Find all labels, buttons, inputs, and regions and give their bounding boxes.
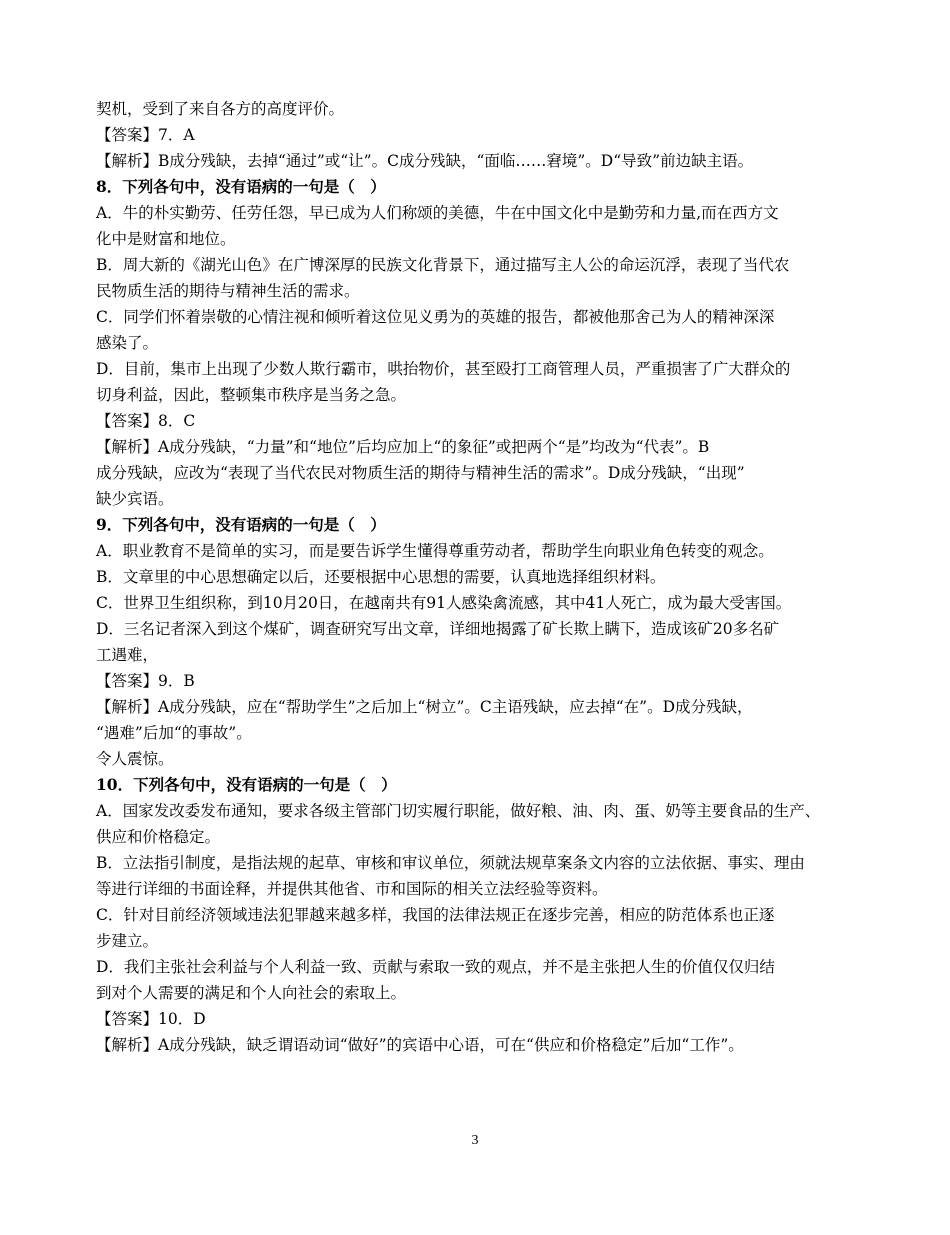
option-line: D．三名记者深入到这个煤矿，调查研究写出文章，详细地揭露了矿长欺上瞒下，造成该矿20多名矿 — [96, 620, 780, 638]
option-line: 化中是财富和地位。 — [96, 230, 236, 248]
option-line: 民物质生活的期待与精神生活的需求。 — [96, 282, 360, 300]
option-line: 切身利益，因此，整顿集市秩序是当务之急。 — [96, 386, 407, 404]
option-line: B．文章里的中心思想确定以后，还要根据中心思想的需要，认真地选择组织材料。 — [96, 568, 666, 586]
answer-line: 【答案】10．D — [96, 1010, 206, 1028]
answer-line: 【答案】8．C — [96, 412, 196, 430]
explanation-line: 【解析】A成分残缺，缺乏谓语动词“做好”的宾语中心语，可在“供应和价格稳定”后加“工作”。 — [96, 1036, 744, 1054]
option-line: C．针对目前经济领域违法犯罪越来越多样，我国的法律法规正在逐步完善，相应的防范体系也正逐 — [96, 906, 775, 924]
answer-line: 【答案】7．A — [96, 126, 195, 144]
option-line: C．同学们怀着崇敬的心情注视和倾听着这位见义勇为的英雄的报告，都被他那舍己为人的精神深深 — [96, 308, 775, 326]
option-line: 等进行详细的书面诠释，并提供其他省、市和国际的相关立法经验等资料。 — [96, 880, 608, 898]
option-line: D．我们主张社会利益与个人利益一致、贡献与索取一致的观点，并不是主张把人生的价值仅仅归结 — [96, 958, 775, 976]
text-line: 契机，受到了来自各方的高度评价。 — [96, 100, 345, 118]
option-line: A．国家发改委发布通知，要求各级主管部门切实履行职能，做好粮、油、肉、蛋、奶等主要食品的生产、 — [96, 802, 821, 820]
explanation-line: 【解析】A成分残缺，“力量”和“地位”后均应加上“的象征”或把两个“是”均改为“代表”。B — [96, 438, 710, 456]
option-line: D．目前，集市上出现了少数人欺行霸市，哄抬物价，甚至殴打工商管理人员，严重损害了广大群众的 — [96, 360, 791, 378]
option-line: 工遇难， — [96, 646, 159, 664]
option-line: 感染了。 — [96, 334, 159, 352]
option-line: B．立法指引制度，是指法规的起草、审核和审议单位，须就法规草案条文内容的立法依据、事实、理由 — [96, 854, 805, 872]
explanation-line: “遇难”后加“的事故”。 — [96, 724, 252, 742]
question-heading: 9．下列各句中，没有语病的一句是（ ） — [96, 515, 386, 534]
explanation-line: 缺少宾语。 — [96, 490, 174, 508]
explanation-line: 成分残缺，应改为“表现了当代农民对物质生活的期待与精神生活的需求”。D成分残缺，“出现” — [96, 464, 745, 482]
option-line: C．世界卫生组织称，到10月20日，在越南共有91人感染禽流感，其中41人死亡，成为最大受害国。 — [96, 594, 792, 612]
option-line: A．牛的朴实勤劳、任劳任怨，早已成为人们称颂的美德，牛在中国文化中是勤劳和力量,而在西方文 — [96, 204, 779, 222]
answer-line: 【答案】9．B — [96, 672, 195, 690]
option-line: B．周大新的《湖光山色》在广博深厚的民族文化背景下，通过描写主人公的命运沉浮，表现了当代农 — [96, 256, 790, 274]
question-heading: 10．下列各句中，没有语病的一句是（ ） — [96, 775, 397, 794]
option-line: 步建立。 — [96, 932, 159, 950]
document-body — [96, 96, 866, 1058]
page-number: 3 — [471, 1133, 479, 1148]
question-heading: 8．下列各句中，没有语病的一句是（ ） — [96, 177, 386, 196]
explanation-line: 【解析】A成分残缺，应在“帮助学生”之后加上“树立”。C主语残缺，应去掉“在”。D成分残缺， — [96, 698, 753, 716]
option-line: 供应和价格稳定。 — [96, 828, 221, 846]
explanation-line: 【解析】B成分残缺，去掉“通过”或“让”。C成分残缺，“面临……窘境”。D“导致”前边缺主语。 — [96, 152, 754, 170]
text-line: 令人震惊。 — [96, 750, 174, 768]
option-line: A．职业教育不是简单的实习，而是要告诉学生懂得尊重劳动者，帮助学生向职业角色转变的观念。 — [96, 542, 774, 560]
option-line: 到对个人需要的满足和个人向社会的索取上。 — [96, 984, 407, 1002]
